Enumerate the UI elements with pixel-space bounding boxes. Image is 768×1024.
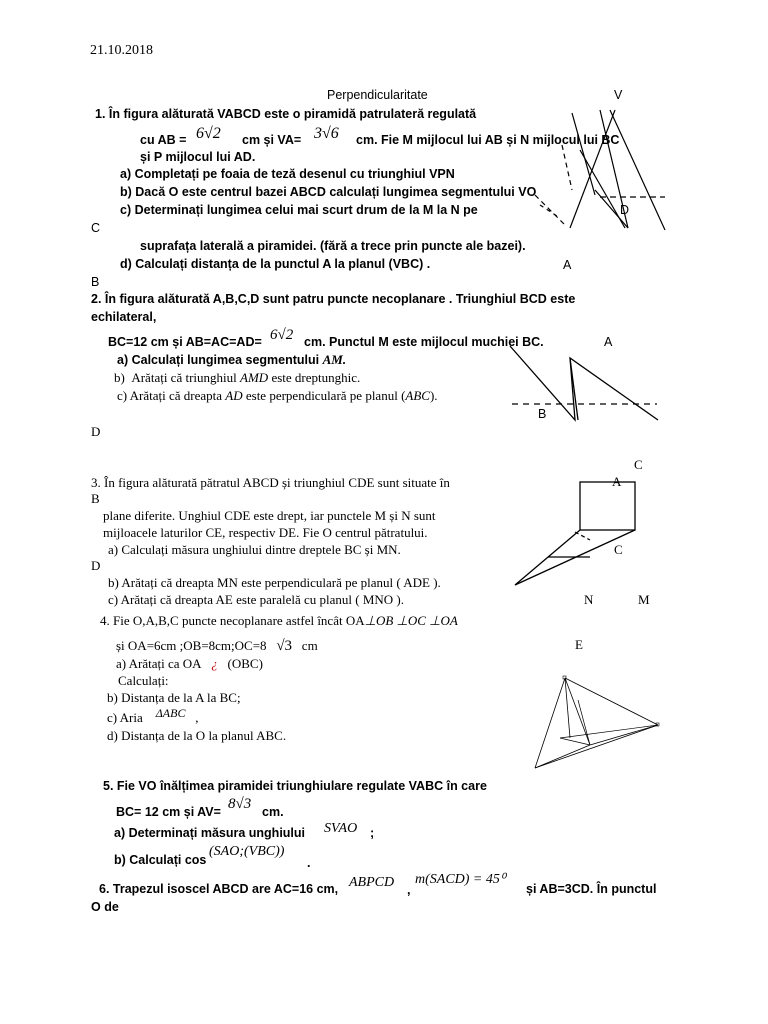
p1-va-value: 3√6 xyxy=(314,125,339,142)
p1-line2a: cu AB = xyxy=(140,133,187,147)
p1-ab-value: 6√2 xyxy=(196,125,221,142)
p1-line3: și P mijlocul lui AD. xyxy=(140,150,256,164)
p1-a: a) Completați pe foaia de teză desenul cu triunghiul VPN xyxy=(120,167,455,181)
fig1-label-b: B xyxy=(91,275,100,289)
p3-b: b) Arătați că dreapta MN este perpendiculară pe planul ( ADE ). xyxy=(108,575,441,590)
fig3-label-m: M xyxy=(638,592,650,607)
fig1-label-d: D xyxy=(620,203,630,217)
p2-value: 6√2 xyxy=(270,327,294,343)
p5-b: b) Calculați cos xyxy=(114,853,207,867)
p5-cos-arg: (SAO;(VBC)) xyxy=(209,844,285,859)
p4-line2: și OA=6cm ;OB=8cm;OC=8 √3 cm xyxy=(116,638,318,654)
p1-line2c: cm. Fie M mijlocul lui AB și N mijlocul lui BC xyxy=(356,133,620,147)
p5-line2b: cm. xyxy=(262,805,284,819)
p1-b: b) Dacă O este centrul bazei ABCD calculați lungimea segmentului VO xyxy=(120,185,537,199)
fig3-label-d: D xyxy=(91,558,101,573)
p1-d: d) Calculați distanța de la punctul A la planul (VBC) . xyxy=(120,257,431,271)
fig4-label-e: E xyxy=(575,637,583,652)
p5-line1: 5. Fie VO înălțimea piramidei triunghiulare regulate VABC în care xyxy=(103,779,487,793)
p5-a-post: ; xyxy=(370,826,375,840)
p2-b: b) Arătați că triunghiul AMD este dreptunghic. xyxy=(114,370,361,385)
p2-a: a) Calculați lungimea segmentului AM. xyxy=(117,352,347,367)
fig1-label-v: V xyxy=(614,88,623,102)
p4-calc: Calculați: xyxy=(118,673,169,688)
p3-line1: 3. În figura alăturată pătratul ABCD și triunghiul CDE sunt situate în xyxy=(91,475,450,490)
p3-a: a) Calculați măsura unghiului dintre dreptele BC și MN. xyxy=(108,542,401,557)
fig2-label-d: D xyxy=(91,424,101,439)
p6-sep: , xyxy=(407,883,411,897)
p5-a: a) Determinați măsura unghiului xyxy=(114,826,306,840)
fig1-label-c: C xyxy=(91,221,101,235)
p3-line2: plane diferite. Unghiul CDE este drept, iar punctele M și N sunt xyxy=(103,508,436,523)
p4-b: b) Distanța de la A la BC; xyxy=(107,690,241,705)
p4-line1: 4. Fie O,A,B,C puncte necoplanare astfel încât OA⊥OB ⊥OC ⊥OA xyxy=(100,613,458,628)
p6-line2: O de xyxy=(91,900,119,914)
p2-line2: echilateral, xyxy=(91,310,157,324)
fig3-label-c: C xyxy=(614,542,623,557)
p1-line1: 1. În figura alăturată VABCD este o piramidă patrulateră regulată xyxy=(95,107,477,121)
p5-angle: SVAO xyxy=(324,821,358,836)
fig3-label-a: A xyxy=(612,474,622,489)
p5-line2a: BC= 12 cm și AV= xyxy=(116,805,221,819)
p3-line3: mijloacele laturilor CE, respectiv DE. Fie O centrul pătratului. xyxy=(103,525,428,540)
p2-c: c) Arătați că dreapta AD este perpendiculară pe planul (ABC). xyxy=(117,388,438,403)
p5-value: 8√3 xyxy=(228,796,252,812)
p5-b-post: . xyxy=(307,856,311,870)
p6-line1b: și AB=3CD. În punctul xyxy=(526,882,657,896)
fig3-label-n: N xyxy=(584,592,594,607)
p1-c2: suprafața laterală a piramidei. (fără a trece prin puncte ale bazei). xyxy=(140,239,526,253)
p1-c: c) Determinați lungimea celui mai scurt drum de la M la N pe xyxy=(120,203,478,217)
p2-line1: 2. În figura alăturată A,B,C,D sunt patru puncte necoplanare . Triunghiul BCD este xyxy=(91,292,576,306)
p4-d: d) Distanța de la O la planul ABC. xyxy=(107,728,287,743)
p6-line1: 6. Trapezul isoscel ABCD are AC=16 cm, xyxy=(99,882,339,896)
fig3-label-c-top: C xyxy=(634,457,643,472)
p6-parallel: ABPCD xyxy=(349,875,395,890)
p3-c: c) Arătați că dreapta AE este paralelă cu planul ( MNO ). xyxy=(108,592,404,607)
fig2-label-b: B xyxy=(538,407,547,421)
fig3-label-b: B xyxy=(91,491,100,506)
p2-line3b: cm. Punctul M este mijlocul muchiei BC. xyxy=(304,335,544,349)
p1-line2b: cm și VA= xyxy=(242,133,302,147)
p6-angle: m(SACD) = 45⁰ xyxy=(415,872,506,887)
date: 21.10.2018 xyxy=(90,43,153,58)
p2-line3a: BC=12 cm și AB=AC=AD= xyxy=(108,335,262,349)
fig2-label-a: A xyxy=(604,335,613,349)
p4-c: c) Aria ΔABC , xyxy=(107,706,199,725)
page-title: Perpendicularitate xyxy=(327,88,428,102)
fig1-label-a: A xyxy=(563,258,572,272)
p4-a: a) Arătați ca OA ¿ (OBC) xyxy=(116,656,263,671)
